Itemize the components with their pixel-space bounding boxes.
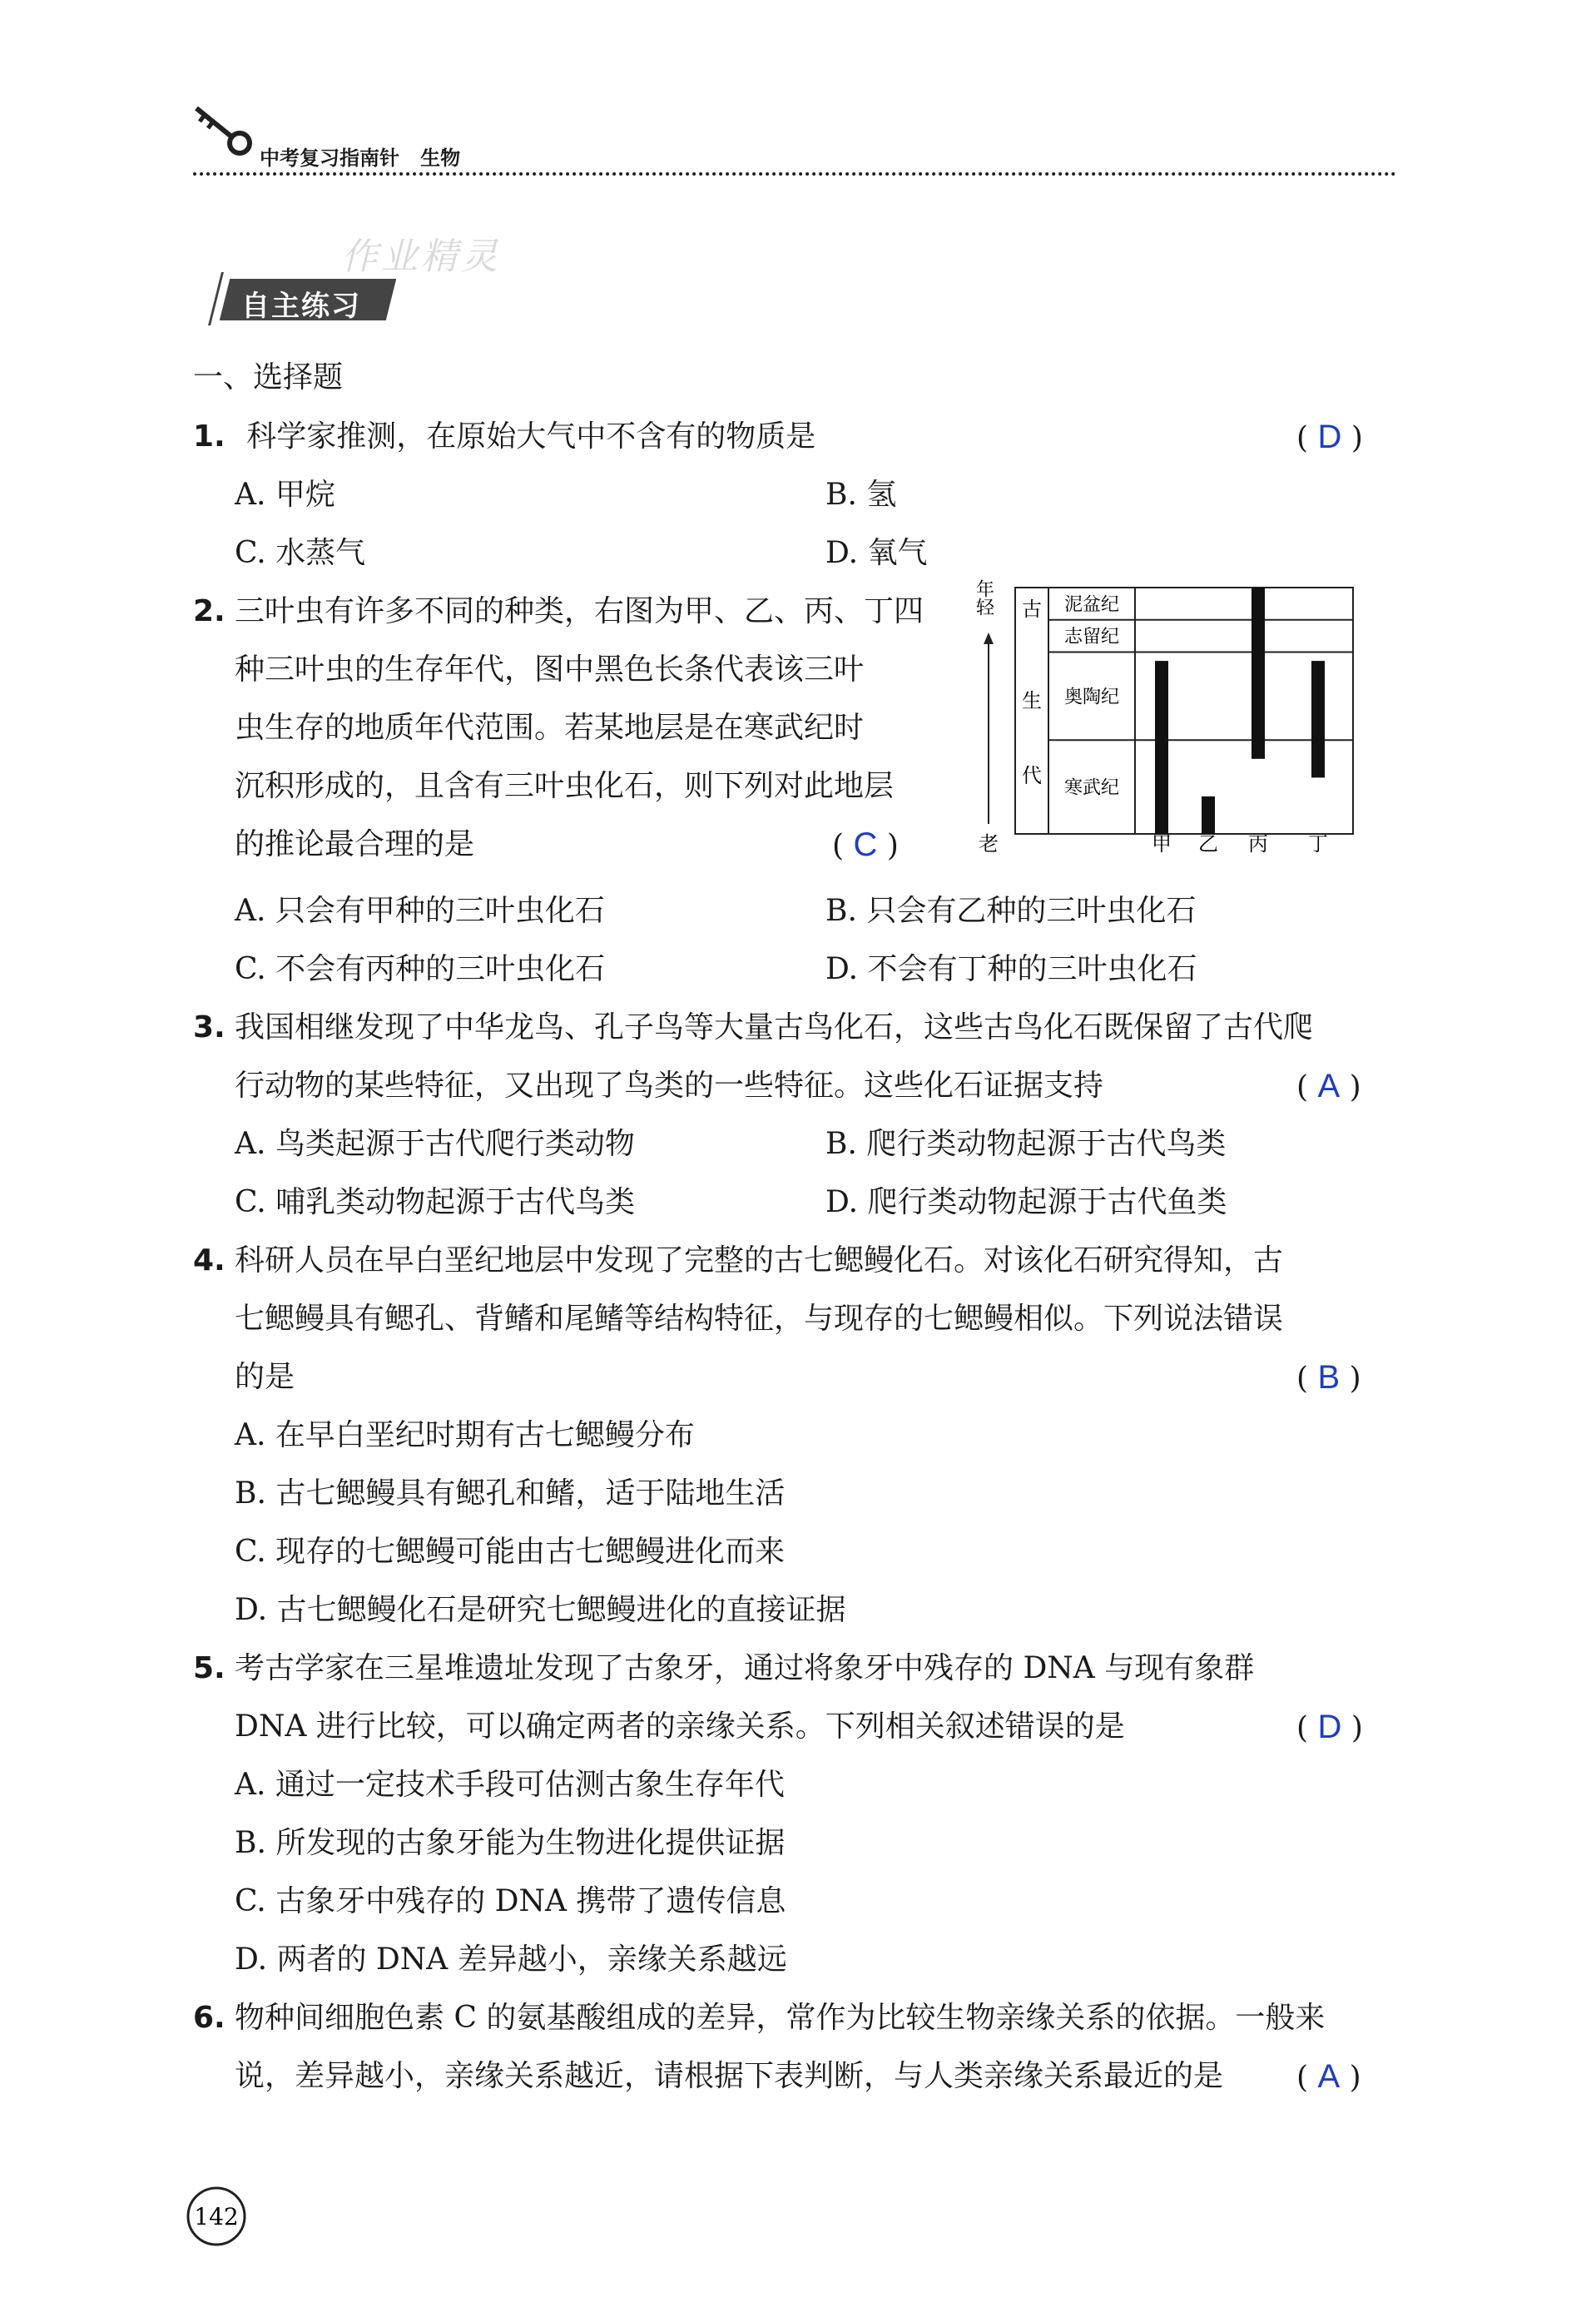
trilobite-range-chart	[965, 574, 1356, 857]
option-a: A. 在早白垩纪时期有古七鳃鳗分布	[235, 1418, 695, 1452]
era-char-2: 生	[1022, 689, 1042, 712]
answer-q5: ( D )	[1296, 1709, 1363, 1745]
option-a: A. 鸟类起源于古代爬行类动物	[235, 1127, 635, 1161]
option-a: A. 甲烷	[235, 478, 335, 512]
category-label: 乙	[1198, 832, 1218, 856]
option-d: D. 不会有丁种的三叶虫化石	[825, 952, 1197, 986]
question-2-line-3: 虫生存的地质年代范围。若某地层是在寒武纪时	[235, 711, 865, 745]
period-label: 寒武纪	[1063, 777, 1120, 799]
axis-top-label: 年轻	[973, 579, 994, 616]
period-label: 志留纪	[1063, 627, 1120, 648]
question-number: 5.	[193, 1651, 226, 1685]
question-4-line-3: 的是	[235, 1360, 295, 1394]
question-4-line-2: 七鳃鳗具有鳃孔、背鳍和尾鳍等结构特征，与现存的七鳃鳗相似。下列说法错误	[235, 1302, 1284, 1336]
y-axis-arrow	[984, 633, 994, 644]
question-2-line-4: 沉积形成的，且含有三叶虫化石，则下列对此地层	[235, 769, 895, 803]
question-4-line-1: 科研人员在早白垩纪地层中发现了完整的古七鳃鳗化石。对该化石研究得知，古	[235, 1243, 1284, 1278]
page-number	[185, 2185, 248, 2248]
option-b: B. 古七鳃鳗具有鳃孔和鳍，适于陆地生活	[235, 1476, 786, 1511]
category-label: 丙	[1248, 832, 1268, 856]
question-number: 1.	[193, 419, 226, 454]
option-b: B. 只会有乙种的三叶虫化石	[825, 894, 1197, 928]
question-number: 3.	[193, 1010, 226, 1044]
option-a: A. 通过一定技术手段可估测古象生存年代	[235, 1768, 785, 1802]
period-label: 泥盆纪	[1063, 594, 1120, 616]
answer-q4: ( B )	[1296, 1359, 1361, 1396]
option-c: C. 古象牙中残存的 DNA 携带了遗传信息	[235, 1884, 786, 1918]
range-bar-4	[1311, 661, 1325, 777]
answer-q2: ( C )	[832, 826, 899, 863]
option-c: C. 哺乳类动物起源于古代鸟类	[235, 1185, 636, 1219]
answer-q1: ( D )	[1296, 419, 1363, 455]
question-2-line-1: 三叶虫有许多不同的种类，右图为甲、乙、丙、丁四	[235, 594, 924, 628]
question-2-line-2: 种三叶虫的生存年代，图中黑色长条代表该三叶	[235, 652, 865, 687]
option-a: A. 只会有甲种的三叶虫化石	[235, 894, 605, 928]
question-number: 6.	[193, 2001, 226, 2035]
option-c: C. 现存的七鳃鳗可能由古七鳃鳗进化而来	[235, 1535, 786, 1569]
question-2-line-5: 的推论最合理的是	[235, 827, 475, 861]
question-number: 4.	[193, 1243, 226, 1278]
header-divider	[193, 172, 1396, 176]
question-3-line-1: 我国相继发现了中华龙鸟、孔子鸟等大量古鸟化石，这些古鸟化石既保留了古代爬	[235, 1010, 1314, 1044]
answer-q3: ( A )	[1296, 1068, 1361, 1104]
question-6-line-1: 物种间细胞色素 C 的氨基酸组成的差异，常作为比较生物亲缘关系的依据。一般来	[235, 2001, 1326, 2035]
category-label: 丁	[1308, 832, 1328, 856]
period-label: 奥陶纪	[1063, 687, 1120, 708]
range-bar-2	[1202, 796, 1215, 834]
option-b: B. 爬行类动物起源于古代鸟类	[825, 1127, 1227, 1161]
question-6-line-2: 说，差异越小，亲缘关系越近，请根据下表判断，与人类亲缘关系最近的是	[235, 2059, 1224, 2093]
question-3-line-2: 行动物的某些特征，又出现了鸟类的一些特征。这些化石证据支持	[235, 1069, 1104, 1103]
range-bar-1	[1155, 661, 1168, 834]
section-label: 自主练习	[241, 290, 361, 323]
category-label: 甲	[1152, 832, 1172, 856]
option-d: D. 两者的 DNA 差异越小，亲缘关系越远	[235, 1942, 787, 1977]
question-5-line-2: DNA 进行比较，可以确定两者的亲缘关系。下列相关叙述错误的是	[235, 1709, 1125, 1744]
question-1	[193, 419, 815, 455]
range-bar-3	[1252, 588, 1265, 759]
answer-q6: ( A )	[1296, 2058, 1361, 2095]
question-text: 科学家推测，在原始大气中不含有的物质是	[246, 419, 816, 454]
watermark: 作业精灵	[341, 236, 501, 278]
question-number: 2.	[193, 594, 226, 628]
svg-text:142: 142	[194, 2203, 239, 2230]
option-b: B. 氢	[825, 478, 897, 512]
header-title: 中考复习指南针 生物	[260, 146, 461, 170]
option-c: C. 不会有丙种的三叶虫化石	[235, 952, 606, 986]
era-char-1: 古	[1022, 598, 1042, 621]
option-c: C. 水蒸气	[235, 536, 366, 570]
option-d: D. 爬行类动物起源于古代鱼类	[825, 1185, 1227, 1219]
era-char-3: 代	[1022, 764, 1042, 787]
question-5-line-1: 考古学家在三星堆遗址发现了古象牙，通过将象牙中残存的 DNA 与现有象群	[235, 1651, 1255, 1685]
part-heading: 一、选择题	[193, 360, 344, 394]
key-icon	[190, 100, 256, 158]
option-d: D. 古七鳃鳗化石是研究七鳃鳗进化的直接证据	[235, 1593, 846, 1627]
axis-bottom-label: 老	[979, 832, 999, 856]
option-d: D. 氧气	[825, 536, 928, 570]
option-b: B. 所发现的古象牙能为生物进化提供证据	[235, 1826, 786, 1860]
